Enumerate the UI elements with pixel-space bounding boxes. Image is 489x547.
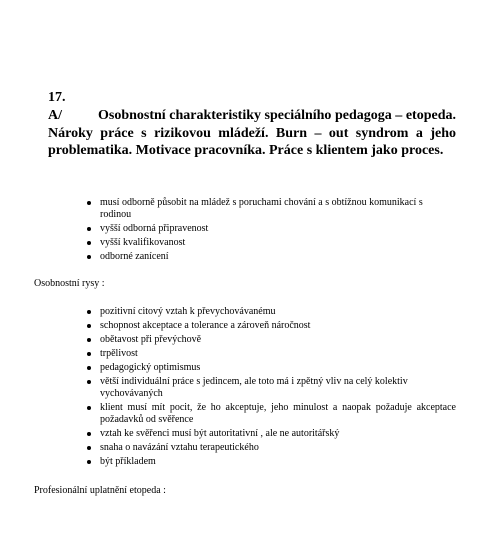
list-item: trpělivost <box>86 348 456 360</box>
list-item: být příkladem <box>86 456 456 468</box>
list-item: schopnost akceptace a tolerance a zároveň náročnost <box>86 320 456 332</box>
list-item: odborné zanícení <box>86 251 456 263</box>
list-item: vyšší odborná připravenost <box>86 223 456 235</box>
heading-prefix: A/ <box>48 108 62 123</box>
list-item: musí odborně působit na mládež s poruchami chování a s obtížnou komunikací s rodinou <box>86 197 456 221</box>
list-item: vyšší kvalifikovanost <box>86 237 456 249</box>
traits-list <box>86 306 456 470</box>
list-item: větší individuální práce s jedincem, ale toto má i zpětný vliv na celý kolektiv vychovávaných <box>86 376 456 400</box>
list-item: pozitivní citový vztah k převychovávanému <box>86 306 456 318</box>
list-item: obětavost při převýchově <box>86 334 456 346</box>
requirements-list <box>86 197 456 265</box>
section-number: 17. <box>48 90 66 105</box>
list-item: klient musí mít pocit, že ho akceptuje, jeho minulost a naopak požaduje akceptace požadavků od svěřence <box>86 402 456 426</box>
list-item: pedagogický optimismus <box>86 362 456 374</box>
traits-label: Osobnostní rysy : <box>34 278 105 289</box>
list-item: snaha o navázání vztahu terapeutického <box>86 442 456 454</box>
professional-label: Profesionální uplatnění etopeda : <box>34 485 166 496</box>
heading-text: Osobnostní charakteristiky speciálního pedagoga – etopeda. Nároky práce s rizikovou mládeží. Burn – out syndrom a jeho problematika. Motivace pracovníka. Práce s klientem jako proces. <box>48 108 456 158</box>
section-heading <box>48 107 456 160</box>
list-item: vztah ke svěřenci musí být autoritativní , ale ne autoritářský <box>86 428 456 440</box>
